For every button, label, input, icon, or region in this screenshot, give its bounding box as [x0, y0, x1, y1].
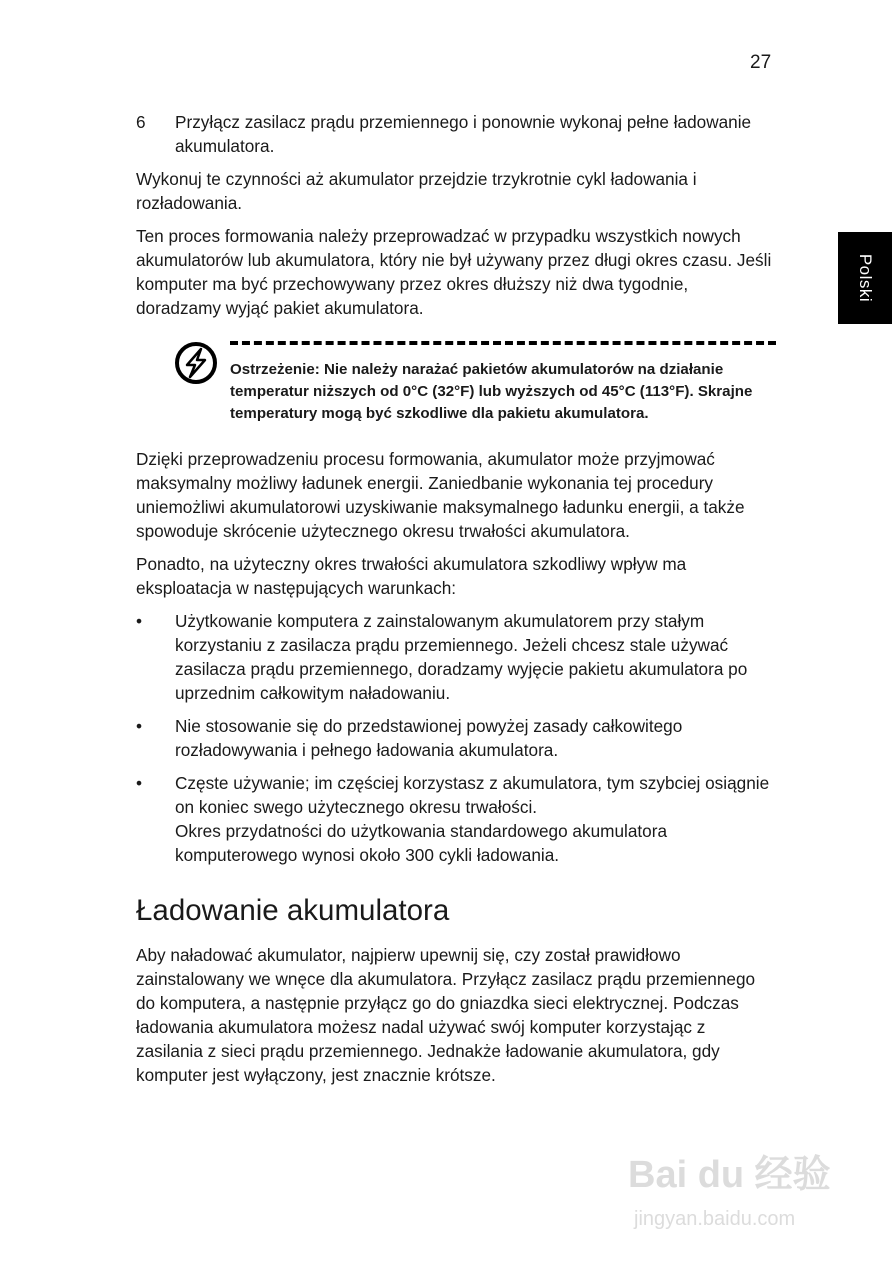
- bullet-dot: •: [136, 611, 143, 631]
- numbered-step: [136, 110, 776, 158]
- warning-box: [136, 341, 776, 425]
- warning-divider: [230, 341, 776, 345]
- list-item: [136, 771, 776, 867]
- list-item-text: Nie stosowanie się do przedstawionej powyżej zasady całkowitego rozładowywania i pełnego ładowania akumulatora.: [175, 716, 683, 760]
- list-item: [136, 714, 776, 762]
- list-item-text: Częste używanie; im częściej korzystasz z akumulatora, tym szybciej osiągnie on koniec swego użytecznego okresu trwałości.: [175, 773, 770, 817]
- paragraph: Dzięki przeprowadzeniu procesu formowania, akumulator może przyjmować maksymalny możliwy ładunek energii. Zaniedbanie wykonania tej procedury uniemożliwi akumulatorowi uzyskiwanie maksymalnego ładunku energii, a także spowoduje skrócenie użytecznego okresu trwałości akumulatora.: [136, 449, 745, 541]
- bullet-dot: •: [136, 773, 143, 793]
- bullet-list: [136, 609, 776, 867]
- step-number: 6: [136, 112, 146, 132]
- step-text: Przyłącz zasilacz prądu przemiennego i ponownie wykonaj pełne ładowanie akumulatora.: [175, 112, 752, 156]
- language-tab-label: Polski: [856, 253, 875, 303]
- watermark-brand: Bai du 经验: [628, 1154, 831, 1196]
- watermark-url: jingyan.baidu.com: [634, 1208, 796, 1230]
- list-item-subtext: Okres przydatności do użytkowania standardowego akumulatora komputerowego wynosi około 300 cykli ładowania.: [175, 821, 668, 865]
- section-body: Aby naładować akumulator, najpierw upewnij się, czy został prawidłowo zainstalowany we wnęce dla akumulatora. Przyłącz zasilacz prądu przemiennego do komputera, a następnie przyłącz go do gniazdka sieci elektrycznej. Podczas ładowania akumulatora możesz nadal używać swój komputer korzystając z zasilania z sieci prądu przemiennego. Jednakże ładowanie akumulatora, gdy komputer jest wyłączony, jest znacznie krótsze.: [136, 945, 756, 1085]
- bullet-dot: •: [136, 716, 143, 736]
- paragraph: Wykonuj te czynności aż akumulator przejdzie trzykrotnie cykl ładowania i rozładowania.: [136, 169, 697, 213]
- language-tab: [838, 232, 892, 324]
- watermark: [628, 1150, 848, 1260]
- page-number: 27: [750, 52, 772, 73]
- paragraph: Ten proces formowania należy przeprowadzać w przypadku wszystkich nowych akumulatorów lub akumulatora, który nie był używany przez długi okres czasu. Jeśli komputer ma być przechowywany przez okres dłuższy niż dwa tygodnie, doradzamy wyjąć pakiet akumulatora.: [136, 226, 772, 318]
- list-item: [136, 609, 776, 705]
- list-item-text: Użytkowanie komputera z zainstalowanym akumulatorem przy stałym korzystaniu z zasilacza prądu przemiennego. Jeżeli chcesz stale używać zasilacza prądu przemiennego, doradzamy wyjęcie pakietu akumulatora po uprzednim całkowitym naładowaniu.: [175, 611, 748, 703]
- section-heading: Ładowanie akumulatora: [136, 894, 450, 927]
- page-content: [136, 110, 776, 1096]
- paragraph: Ponadto, na użyteczny okres trwałości akumulatora szkodliwy wpływ ma eksploatacja w następujących warunkach:: [136, 554, 687, 598]
- warning-text: Ostrzeżenie: Nie należy narażać pakietów akumulatorów na działanie temperatur niższych od 0°C (32°F) lub wyższych od 45°C (113°F). Skrajne temperatury mogą być szkodliwe dla pakietu akumulatora.: [230, 361, 753, 422]
- warning-icon: [174, 341, 218, 385]
